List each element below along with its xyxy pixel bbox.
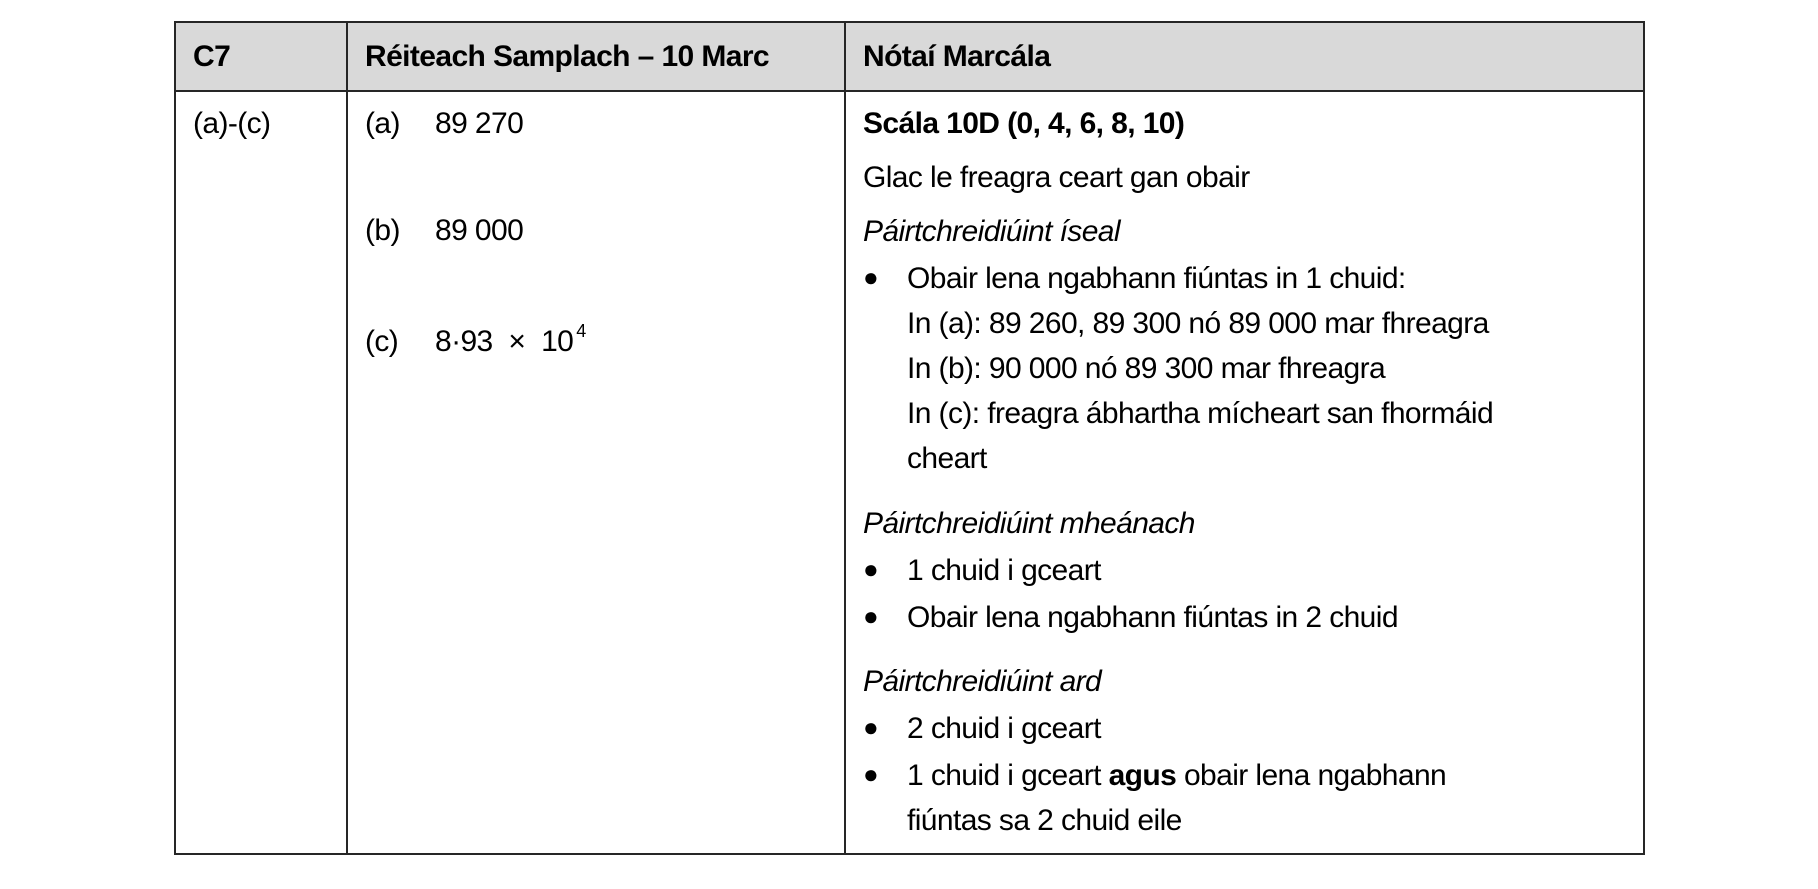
high-credit-bullet [863,753,1623,843]
exponent: 4 [576,321,586,341]
header-marking-notes: Nótaí Marcála [863,39,1051,73]
solution-b-value: 89 000 [435,214,524,247]
low-credit-bullet [863,256,1623,481]
bullet-line: In (a): 89 260, 89 300 nó 89 000 mar fhreagra [907,307,1489,340]
bullet-icon: ● [863,712,879,742]
mid-credit-title: Páirtchreidiúint mheánach [863,507,1195,540]
accept-note: Glac le freagra ceart gan obair [863,161,1250,194]
column-divider [346,23,348,853]
bullet-text: 2 chuid i gceart [907,712,1101,745]
bullet-text: Obair lena ngabhann fiúntas in 2 chuid [907,601,1398,634]
bullet-icon: ● [863,262,879,292]
solution-a-label: (a) [365,107,400,140]
text-part: obair lena ngabhann [1176,759,1447,792]
bullet-icon: ● [863,601,879,631]
bold-text: agus [1108,759,1177,792]
bullet-text: 1 chuid i gceart [907,554,1101,587]
column-divider [844,23,846,853]
bullet-line: Obair lena ngabhann fiúntas in 1 chuid: [907,262,1406,295]
mantissa: 8·93 [435,325,493,358]
scale-heading: Scála 10D (0, 4, 6, 8, 10) [863,107,1185,140]
high-credit-bullet [863,706,1623,751]
bullet-line: In (b): 90 000 nó 89 300 mar fhreagra [907,352,1386,385]
bullet-line: In (c): freagra ábhartha mícheart san fhormáid [907,397,1494,430]
mid-credit-bullet [863,548,1623,593]
bullet-icon: ● [863,759,879,789]
base: 10 [541,325,574,358]
solution-b-label: (b) [365,214,400,247]
solution-a-value: 89 270 [435,107,524,140]
solution-c-label: (c) [365,325,399,358]
bullet-line: fiúntas sa 2 chuid eile [907,804,1182,837]
low-credit-title: Páirtchreidiúint íseal [863,215,1120,248]
header-question: C7 [193,39,231,73]
parts-label: (a)-(c) [193,107,271,140]
mid-credit-bullet [863,595,1623,640]
bullet-text [907,753,1446,798]
header-sample-solution: Réiteach Samplach – 10 Marc [365,39,770,73]
marking-scheme-table [174,21,1645,855]
solution-c-value [435,319,586,368]
text-part: 1 chuid i gceart [907,759,1109,792]
times-sign: × [508,325,526,358]
bullet-line: cheart [907,442,987,475]
high-credit-title: Páirtchreidiúint ard [863,665,1102,698]
bullet-icon: ● [863,554,879,584]
